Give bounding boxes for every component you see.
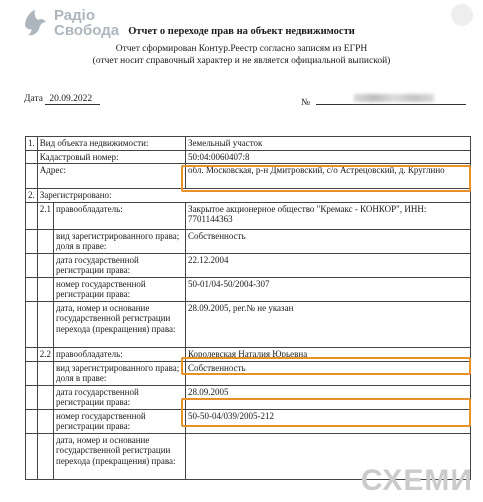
cell-label: правообладатель: bbox=[54, 347, 186, 361]
row-cadastral bbox=[26, 150, 471, 164]
cell-label: вид зарегистрированного права; доля в праве: bbox=[54, 229, 186, 253]
cell-value: 50-50-04/039/2005-212 bbox=[186, 409, 471, 433]
report-subtitle-2: (отчет носит справочный характер и не является официальной выпиской) bbox=[92, 56, 391, 66]
cell-label: Кадастровый номер: bbox=[37, 150, 185, 164]
row-21-basis bbox=[26, 301, 471, 347]
cell-value: Собственность bbox=[186, 229, 471, 253]
cell-value: 50:04:0060407:8 bbox=[186, 150, 471, 164]
row-object-type bbox=[26, 137, 471, 151]
logo-line-1: Радіо bbox=[54, 7, 96, 24]
schemes-watermark: СХЕМИ bbox=[360, 464, 473, 497]
number-line bbox=[301, 94, 466, 108]
highlight-holder-2 bbox=[181, 357, 471, 375]
row-21-date bbox=[26, 253, 471, 277]
cell-num: 2. bbox=[26, 189, 38, 203]
cell-label: дата государственной регистрации права: bbox=[54, 253, 186, 277]
date-label: Дата bbox=[24, 94, 43, 104]
search-button[interactable] bbox=[451, 4, 473, 26]
row-21-number bbox=[26, 277, 471, 301]
cell-value: 22.12.2004 bbox=[186, 253, 471, 277]
cell-value: Закрытое акционерное общество "Кремакс - КОНКОР", ИНН: 7701144363 bbox=[186, 202, 471, 229]
cell-value: 28.09.2005, рег.№ не указан bbox=[186, 301, 471, 347]
cell-label: Вид объекта недвижимости: bbox=[37, 137, 185, 151]
cell-label: вид зарегистрированного права; доля в праве: bbox=[54, 361, 186, 385]
cell-value: 28.09.2005 bbox=[186, 385, 471, 409]
cell-label: номер государственной регистрации права: bbox=[54, 409, 186, 433]
cell-value: Собственность bbox=[186, 361, 471, 385]
cell-label: Адрес: bbox=[37, 164, 185, 189]
row-21-holder bbox=[26, 202, 471, 229]
cell-label: дата, номер и основание государственной регистрации перехода (прекращения) права: bbox=[54, 433, 186, 479]
date-value: 20.09.2022 bbox=[45, 94, 100, 105]
logo-line-2: Свобода bbox=[54, 22, 120, 39]
number-label: № bbox=[301, 98, 311, 108]
cell-label: дата, номер и основание государственной регистрации перехода (прекращения) права: bbox=[54, 301, 186, 347]
cell-label: Зарегистрировано: bbox=[37, 189, 470, 203]
cell-value: обл. Московская, р-н Дмитровский, с/о Астрецовский, д. Круглино bbox=[186, 164, 471, 189]
redacted-number bbox=[316, 94, 466, 105]
cell-subnum: 2.2 bbox=[37, 347, 53, 361]
report-title: Отчет о переходе прав на объект недвижимости bbox=[128, 26, 355, 37]
highlight-reg-date-2 bbox=[181, 398, 471, 427]
cell-label: номер государственной регистрации права: bbox=[54, 277, 186, 301]
cell-label: правообладатель: bbox=[54, 202, 186, 229]
cell-num: 1. bbox=[26, 137, 38, 151]
date-line bbox=[24, 94, 100, 104]
cell-value: Королевская Наталия Юрьевна bbox=[186, 347, 471, 361]
cell-value: 50-01/04-50/2004-307 bbox=[186, 277, 471, 301]
cell-value: Земельный участок bbox=[186, 137, 471, 151]
row-21-type bbox=[26, 229, 471, 253]
cell-subnum: 2.1 bbox=[37, 202, 53, 229]
highlight-address bbox=[181, 165, 471, 192]
report-subtitle-1: Отчет сформирован Контур.Реестр согласно записям из ЕГРН bbox=[115, 44, 368, 54]
cell-label: дата государственной регистрации права: bbox=[54, 385, 186, 409]
